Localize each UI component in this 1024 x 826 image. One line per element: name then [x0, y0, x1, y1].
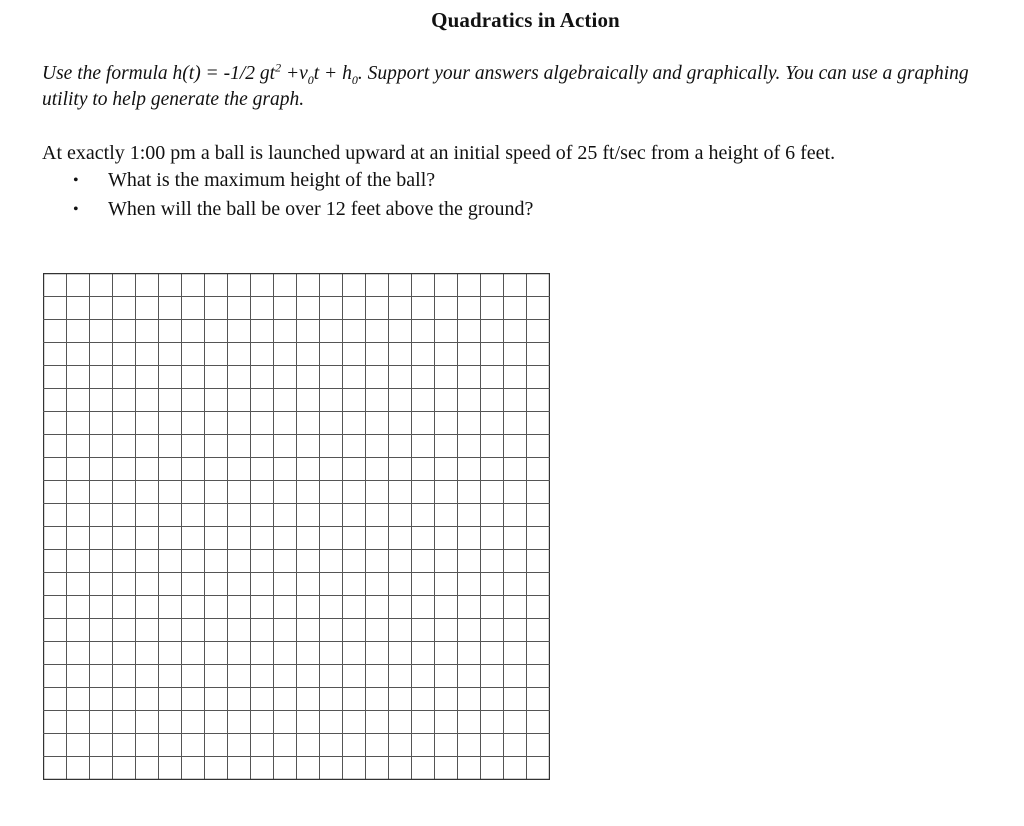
graph-paper-grid[interactable]: [43, 273, 550, 780]
squared-exponent: 2: [275, 60, 282, 75]
graph-paper-svg[interactable]: [43, 273, 550, 780]
initial-height-subscript: 0: [351, 72, 358, 87]
instructions-part-1: Use the formula h(t) = -1/2 gt: [42, 63, 276, 84]
bullet-icon: •: [73, 172, 79, 189]
question-item: [42, 195, 942, 224]
instructions-part-3: t + h: [313, 63, 352, 84]
formula-instructions: [42, 61, 1002, 113]
bullet-icon: •: [73, 201, 79, 218]
instructions-part-4: . Support your answers algebraically and graphically. You can use a graphing utility to help generate the graph.: [42, 63, 969, 110]
worksheet-title: Quadratics in Action: [431, 8, 620, 32]
question-text: When will the ball be over 12 feet above the ground?: [108, 198, 534, 220]
initial-velocity-subscript: 0: [307, 72, 314, 87]
instructions-part-2: +v: [281, 63, 308, 84]
problem-statement: At exactly 1:00 pm a ball is launched upward at an initial speed of 25 ft/sec from a height of 6 feet.: [42, 142, 836, 164]
question-item: [42, 166, 942, 195]
question-text: What is the maximum height of the ball?: [108, 169, 436, 191]
question-list: [42, 166, 942, 224]
